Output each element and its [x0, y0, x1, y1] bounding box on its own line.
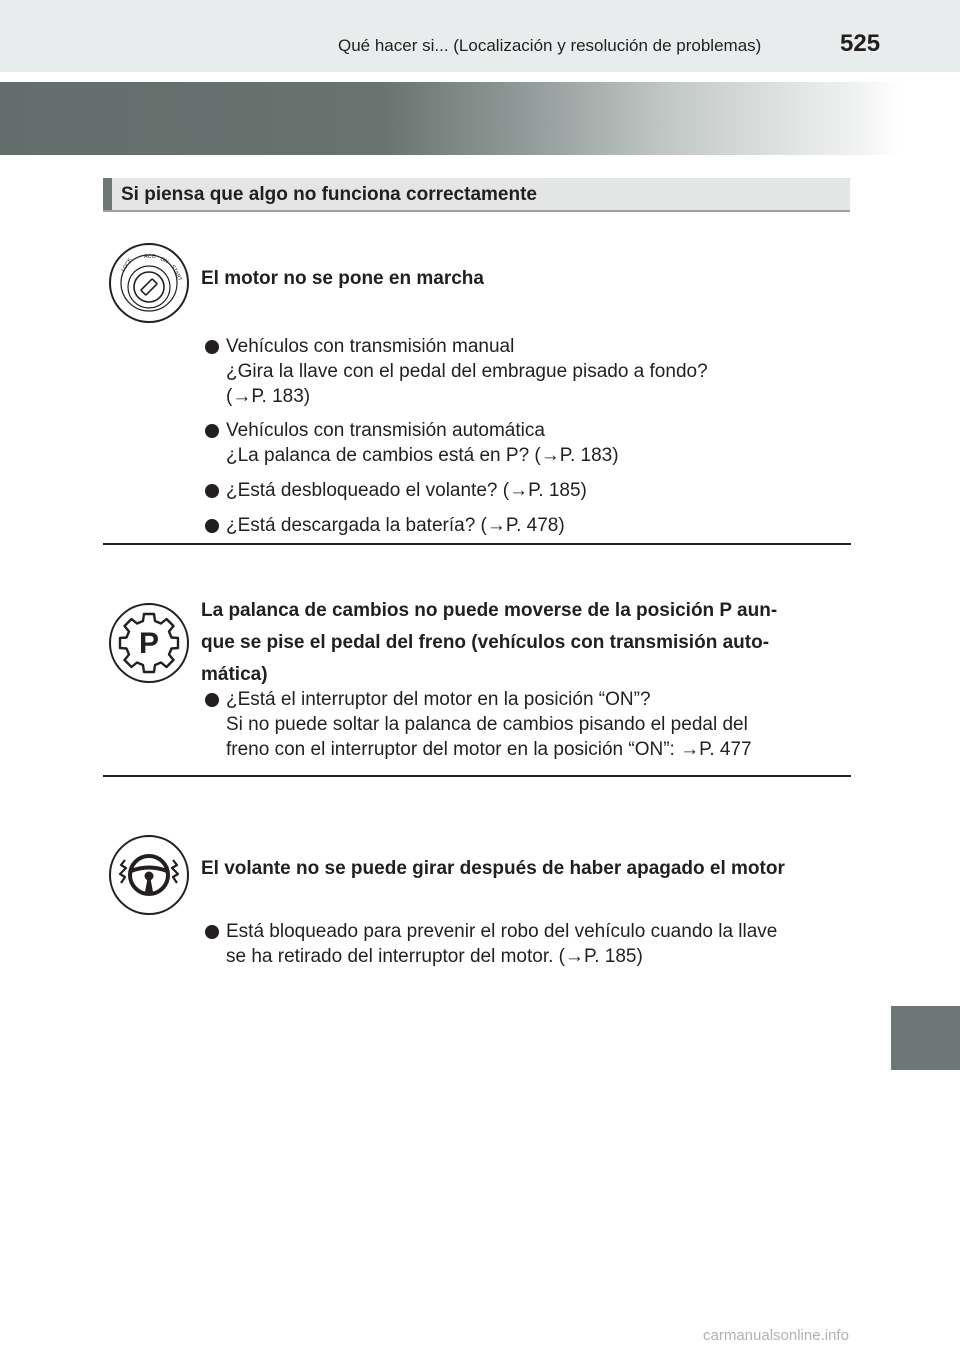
- item-title-line: mática): [201, 664, 268, 685]
- bullet-icon: [205, 693, 219, 707]
- item-title: El motor no se pone en marcha: [201, 268, 484, 289]
- list-item: [205, 919, 850, 969]
- chapter-side-tab: [891, 1006, 960, 1070]
- bullet-icon: [205, 484, 219, 498]
- section-heading-text: Si piensa que algo no funciona correctamente: [121, 184, 537, 205]
- section-divider: [103, 543, 851, 545]
- item-title: [201, 595, 851, 691]
- bullet-icon: [205, 424, 219, 438]
- list-item: [205, 418, 850, 468]
- bullet-line: Si no puede soltar la palanca de cambios pisando el pedal del: [226, 714, 748, 735]
- bullet-line: ¿Está desbloqueado el volante? (→P. 185): [226, 480, 587, 501]
- bullet-line: Vehículos con transmisión manual: [226, 336, 515, 357]
- icon-label-acc: ACC: [144, 254, 156, 260]
- watermark: carmanualsonline.info: [703, 1327, 849, 1344]
- bullet-line: ¿Gira la llave con el pedal del embrague pisado a fondo?: [226, 361, 708, 382]
- icon-label-on: ON: [159, 256, 170, 266]
- icon-label-start: START: [169, 264, 183, 283]
- list-item: [205, 478, 850, 503]
- chapter-banner: [0, 82, 900, 155]
- header-title: Qué hacer si... (Localización y resolución de problemas): [338, 36, 762, 55]
- list-item: [205, 513, 850, 538]
- bullet-line: Vehículos con transmisión automática: [226, 420, 545, 441]
- bullet-line: se ha retirado del interruptor del motor. (→P. 185): [226, 946, 643, 967]
- section-divider: [103, 775, 851, 777]
- item-title-line: que se pise el pedal del freno (vehículos con transmisión auto-: [201, 632, 770, 653]
- list-item: [205, 687, 850, 762]
- gear-letter: P: [138, 627, 160, 660]
- bullet-line: ¿La palanca de cambios está en P? (→P. 183): [226, 445, 619, 466]
- steering-lock-icon: [108, 834, 190, 916]
- bullet-line: freno con el interruptor del motor en la posición “ON”: →P. 477: [226, 739, 752, 760]
- shift-lock-gear-icon: [108, 602, 190, 684]
- item-title-line: La palanca de cambios no puede moverse de la posición P aun-: [201, 600, 778, 621]
- bullet-line: ¿Está descargada la batería? (→P. 478): [226, 515, 565, 536]
- icon-label-lock: LOCK: [120, 257, 134, 274]
- list-item: [205, 334, 850, 409]
- ignition-key-icon: [108, 242, 190, 324]
- bullet-line: (→P. 183): [226, 386, 311, 407]
- bullet-line: Está bloqueado para prevenir el robo del vehículo cuando la llave: [226, 921, 778, 942]
- page-number: 525: [840, 30, 881, 57]
- item-title: El volante no se puede girar después de haber apagado el motor: [201, 858, 785, 879]
- bullet-icon: [205, 519, 219, 533]
- bullet-line: ¿Está el interruptor del motor en la posición “ON”?: [226, 689, 651, 710]
- bullet-icon: [205, 925, 219, 939]
- bullet-icon: [205, 340, 219, 354]
- section-heading: [103, 178, 850, 212]
